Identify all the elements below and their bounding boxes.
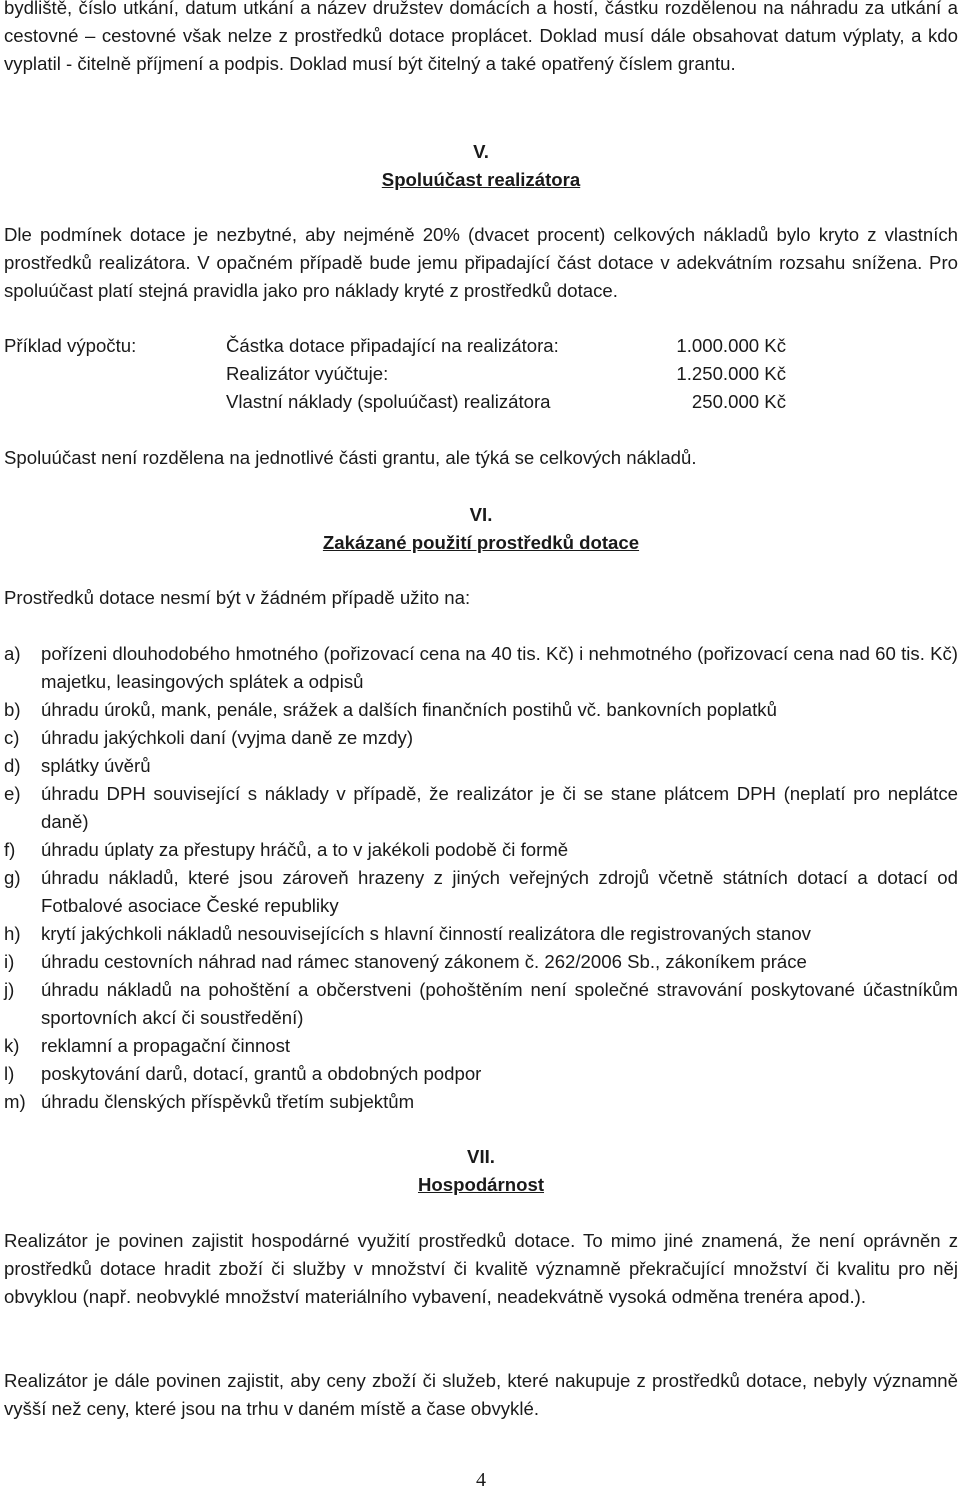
list-item: [4, 640, 958, 696]
section-5-title: Spoluúčast realizátora: [381, 169, 581, 190]
page-number: 4: [476, 1469, 486, 1491]
calculation-example: [4, 332, 958, 416]
list-item-text: úhradu úplaty za přestupy hráčů, a to v jakékoli podobě či formě: [41, 839, 569, 860]
list-marker: m): [4, 1091, 26, 1112]
section-5-paragraph: Dle podmínek dotace je nezbytné, aby nejméně 20% (dvacet procent) celkových nákladů bylo kryto z vlastních prostředků realizátora. V opačném případě bude jemu připadající část dotace v adekvátním rozsahu snížena. Pro spoluúčast platí stejná pravidla jako pro náklady kryté z prostředků dotace.: [4, 224, 958, 301]
list-item: [4, 1060, 958, 1088]
list-item-text: krytí jakýchkoli nákladů nesouvisejících s hlavní činností realizátora dle registrovaných stanov: [41, 923, 811, 944]
section-7-paragraph-2: Realizátor je dále povinen zajistit, aby ceny zboží či služeb, které nakupuje z prostředků dotace, nebyly významně vyšší než ceny, které jsou na trhu v daném místě a čase obvyklé.: [4, 1370, 958, 1419]
list-marker: g): [4, 867, 21, 888]
intro-paragraph: bydliště, číslo utkání, datum utkání a název družstev domácích a hostí, částku rozdělenou na náhradu za utkání a cestovné – cestovné však nelze z prostředků dotace proplácet. Doklad musí dále obsahovat datum výplaty, a kdo vyplatil - čitelně příjmení a podpis. Doklad musí být čitelný a také opatřený číslem grantu.: [4, 0, 958, 74]
section-7-paragraph-1: Realizátor je povinen zajistit hospodárné využití prostředků dotace. To mimo jiné znamená, že není oprávněn z prostředků dotace hradit zboží či služby v množství či kvalitě významně překračující množství či kvalitu pro něj obvyklou (např. neobvyklé množství materiálního vybavení, neadekvátně vysoká odměna trenéra apod.).: [4, 1230, 958, 1307]
list-item-text: úhradu členských příspěvků třetím subjektům: [41, 1091, 415, 1112]
calculation-label: Příklad výpočtu:: [4, 335, 137, 356]
document-page: [4, 0, 958, 1496]
list-item: [4, 696, 958, 724]
list-item: [4, 920, 958, 948]
list-marker: c): [4, 727, 20, 748]
calculation-desc: Částka dotace připadající na realizátora:: [226, 335, 559, 356]
list-item: [4, 752, 958, 780]
list-item: [4, 724, 958, 752]
list-marker: a): [4, 643, 21, 664]
calculation-amount: 1.000.000 Kč: [676, 335, 786, 356]
calculation-desc: Realizátor vyúčtuje:: [226, 363, 389, 384]
list-marker: l): [4, 1063, 15, 1084]
list-item: [4, 864, 958, 920]
section-7-title: Hospodárnost: [417, 1174, 545, 1195]
list-item-text: úhradu nákladů na pohoštění a občerstveni (pohoštěním není společné stravování poskytované účastníkům sportovních akcí či soustředění): [41, 979, 958, 1028]
list-marker: i): [4, 951, 15, 972]
list-marker: b): [4, 699, 21, 720]
list-item: [4, 948, 958, 976]
list-item-text: poskytování darů, dotací, grantů a obdobných podpor: [41, 1063, 482, 1084]
list-item: [4, 976, 958, 1032]
list-item: [4, 780, 958, 836]
list-item: [4, 836, 958, 864]
list-marker: f): [4, 839, 16, 860]
calculation-row: [4, 332, 958, 360]
calculation-desc: Vlastní náklady (spoluúčast) realizátora: [226, 391, 551, 412]
list-item-text: reklamní a propagační činnost: [41, 1035, 291, 1056]
section-6-title: Zakázané použití prostředků dotace: [322, 532, 640, 553]
list-item-text: úhradu nákladů, které jsou zároveň hrazeny z jiných veřejných zdrojů včetně státních dotací a dotací od Fotbalové asociace České republiky: [41, 867, 958, 916]
section-6-number: VI.: [469, 504, 493, 525]
section-5-number: V.: [473, 141, 489, 162]
section-6-lead: Prostředků dotace nesmí být v žádném případě užito na:: [4, 587, 471, 608]
calculation-amount: 250.000 Kč: [691, 391, 786, 412]
list-item-text: úhradu DPH související s náklady v případě, že realizátor je či se stane plátcem DPH (neplatí pro neplátce daně): [41, 783, 958, 832]
list-item-text: úhradu úroků, mank, penále, srážek a dalších finančních postihů vč. bankovních poplatků: [41, 699, 777, 720]
calculation-amount: 1.250.000 Kč: [676, 363, 786, 384]
list-item-text: pořízeni dlouhodobého hmotného (pořizovací cena na 40 tis. Kč) i nehmotného (pořizovací cena nad 60 tis. Kč) majetku, leasingových splátek a odpisů: [41, 643, 958, 692]
list-marker: d): [4, 755, 21, 776]
list-item-text: splátky úvěrů: [41, 755, 151, 776]
section-5-note: Spoluúčast není rozdělena na jednotlivé části grantu, ale týká se celkových nákladů.: [4, 447, 697, 468]
list-item: [4, 1088, 958, 1116]
list-marker: j): [4, 979, 15, 1000]
calculation-row: [4, 360, 958, 388]
prohibited-uses-list: [4, 640, 958, 1116]
section-7-number: VII.: [467, 1146, 495, 1167]
list-item-text: úhradu jakýchkoli daní (vyjma daně ze mzdy): [41, 727, 414, 748]
calculation-row: [4, 388, 958, 416]
list-item: [4, 1032, 958, 1060]
list-item-text: úhradu cestovních náhrad nad rámec stanovený zákonem č. 262/2006 Sb., zákoníkem práce: [41, 951, 807, 972]
list-marker: k): [4, 1035, 20, 1056]
list-marker: h): [4, 923, 21, 944]
list-marker: e): [4, 783, 21, 804]
